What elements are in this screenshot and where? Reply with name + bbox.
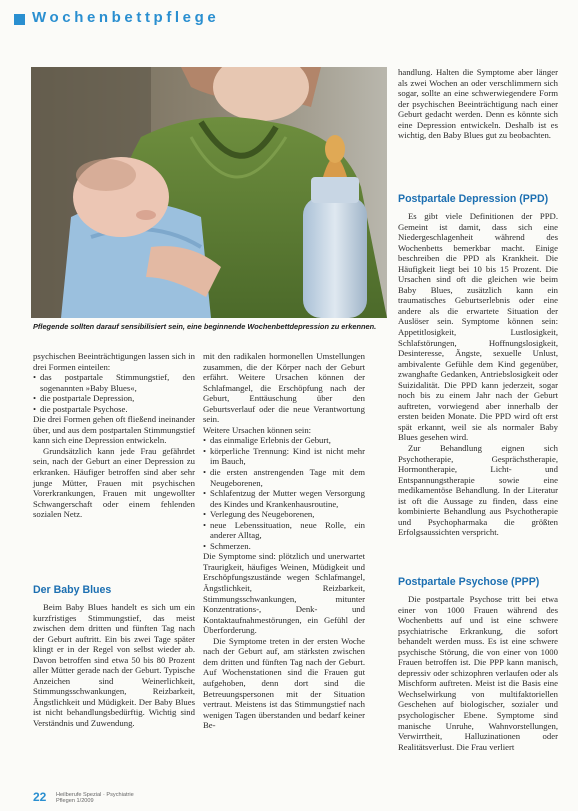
column-3-middle <box>398 211 558 563</box>
list-item: • Schlafentzug der Mutter wegen Versorgung des Kindes und Krankenhausroutine, <box>210 488 365 509</box>
heading-postpartale-depression: Postpartale Depression (PPD) <box>398 193 549 205</box>
list-item: • das einmalige Erlebnis der Geburt, <box>210 435 365 446</box>
list-item: • Schmerzen. <box>210 541 365 552</box>
list-item: • die postpartale Psychose. <box>40 404 195 415</box>
mother-baby-photo <box>31 67 387 318</box>
heading-baby-blues: Der Baby Blues <box>33 584 112 596</box>
column-1-top <box>33 351 195 520</box>
paragraph: Es gibt viele Definitionen der PPD. Gemeint ist damit, dass sich eine Niedergeschlagenheit während des Wochenbetts bemerkbar macht. Einige beschreiben die PPD als Krankheit. Die Häufigkeit liegt bei 10 bis 15 Prozent. Die Ursachen sind oft die gleichen wie beim Baby Blues, zusätzlich kann ein traumatisches Geburtserlebnis oder eine andere als die erwartete Situation der Auslöser sein. Symptome können sein: Appetitlosigkeit, Lustlosigkeit, Schlafstörungen, Hoffnungslosigkeit, Desinteresse, Ängste, sexuelle Unlust, ambivalente Gefühle dem Kind gegenüber, zwanghafte Gedanken, Antriebslosigkeit oder Suizidalität. Die PPD kann jederzeit, sogar noch bis zu einem Jahr nach der Geburt auftreten, vorwiegend aber innerhalb der ersten beiden Monate. Die PPD wird oft erst spät erkannt, weil sie als normaler Baby Blues gesehen wird. <box>398 211 558 443</box>
list-item: • das postpartale Stimmungstief, den sogenannten »Baby Blues«, <box>40 372 195 393</box>
paragraph: Zur Behandlung eignen sich Psychotherapie, Gesprächstherapie, Hormontherapie, Licht- und Entspannungstherapie sowie eine medikamentöse Behandlung. In der Literatur ist oft die Aussage zu finden, dass eine kombinierte Behandlung aus Psychotherapie und Psychopharmaka die größten Erfolgsaussichten verspricht. <box>398 443 558 538</box>
list-item: • die ersten anstrengenden Tage mit dem Neugeborenen, <box>210 467 365 488</box>
footer-publication <box>56 792 134 804</box>
column-1-bottom <box>33 602 195 788</box>
footer-line-2: Pflegen 1/2009 <box>56 798 94 804</box>
photo-caption: Pflegende sollten darauf sensibilisiert sein, eine beginnende Wochenbettdepression zu erkennen. <box>33 322 377 331</box>
heading-postpartale-psychose: Postpartale Psychose (PPP) <box>398 576 540 588</box>
footer-line-1: Heilberufe Spezial · Psychiatrie <box>56 792 134 798</box>
paragraph: Die Symptome treten in der ersten Woche nach der Geburt auf, am stärksten zwischen dem dritten und fünften Tag nach der Geburt. Auf Wochenstationen sind die Frauen gut aufgehoben, denn dort sind die Betreuungspersonen mit der Situation vertraut. Meistens ist das Stimmungstief nach wenigen Tagen überstanden und bedarf keiner Be- <box>203 635 365 731</box>
paragraph: Grundsätzlich kann jede Frau gefährdet sein, nach der Geburt an einer Depression zu erkranken. Häufiger betroffen sind aber sehr junge Mütter, Frauen mit psychischen Vorerkrankungen, Frauen mit ungewollter Schwangerschaft oder einem fehlenden sozialen Netz. <box>33 445 195 520</box>
photo-illustration <box>31 67 387 318</box>
psychic-forms-list <box>33 372 195 414</box>
paragraph: mit den radikalen hormonellen Umstellungen zusammen, die der Körper nach der Geburt erfährt. Weitere Ursachen können der Schlafmangel, die Erschöpfung nach der Geburt, Enttäuschung über den Geburtsverlauf oder die neue Verantwortung sein. <box>203 351 365 425</box>
paragraph: Die Symptome sind: plötzlich und unerwartet Traurigkeit, häufiges Weinen, Müdigkeit und Erschöpfungszustände wegen Schlafmangel, Ängstlichkeit, Reizbarkeit, Stimmungsschwankungen, mitunter Konzentrations-, Denk- und Kontaktaufnahmestörungen, ein Gefühl der Überforderung. <box>203 551 365 636</box>
column-1-intro: psychischen Beeinträchtigungen lassen sich in drei Formen einteilen: <box>33 351 195 372</box>
list-item: • Verlegung des Neugeborenen, <box>210 509 365 520</box>
section-marker <box>14 14 25 25</box>
column-2 <box>203 351 365 788</box>
causes-list <box>203 435 365 551</box>
paragraph: Beim Baby Blues handelt es sich um ein kurzfristiges Stimmungstief, das meist zwischen dem dritten und fünften Tag nach der Geburt auftritt. Ein bis zwei Tage später klingt er in der Regel von selbst wieder ab. Davon betroffen sind etwa 50 bis 80 Prozent aller Mütter gerade nach der Geburt. Typische Anzeichen sind Weinerlichkeit, Stimmungsschwankungen, Reizbarkeit, Ängstlichkeit und Müdigkeit. Der Baby Blues ist nicht behandlungsbedürftig. Wichtig sind Verständnis und Zuwendung. <box>33 602 195 729</box>
paragraph: Die postpartale Psychose tritt bei etwa einer von 1000 Frauen während des Wochenbetts auf und ist eine schwere psychiatrische Erkrankung, die sofort behandelt werden muss. Es ist eine schwere psychische Störung, die von einer von 1000 Frauen betroffen ist. Die PPP kann manisch, depressiv oder schizophren verlaufen oder als Mischform auftreten. Meist ist die Basis eine Wechselwirkung von multifaktoriellen Geschehen auf biologischer, sozialer und psychologischer Ebene. Symptome sind manische Unruhe, Wahnvorstellungen, Verwirrtheit, Halluzinationen oder Realitätsverlust. Die Frau verliert <box>398 594 558 752</box>
list-item: • neue Lebenssituation, neue Rolle, ein anderer Alltag, <box>210 520 365 541</box>
list-item: • körperliche Trennung: Kind ist nicht mehr im Bauch, <box>210 446 365 467</box>
page-number: 22 <box>33 790 47 804</box>
paragraph: Die drei Formen gehen oft fließend ineinander über, und aus dem postpartalen Stimmungstief kann sich eine Depression entwickeln. <box>33 414 195 446</box>
paragraph: handlung. Halten die Symptome aber länger als zwei Wochen an oder verschlimmern sich sogar, sollte an eine schwerwiegendere Form der psychischen Beeinträchtigung nach einer Geburt gedacht werden. Denn es könnte sich eine Depression entwickeln. Deshalb ist es wichtig, den Baby Blues gut zu beobachten. <box>398 67 558 141</box>
list-item: • die postpartale Depression, <box>40 393 195 404</box>
column-3-bottom <box>398 594 558 788</box>
column-3-top <box>398 67 558 177</box>
section-title: Wochenbettpflege <box>32 9 220 26</box>
paragraph: Weitere Ursachen können sein: <box>203 424 312 435</box>
